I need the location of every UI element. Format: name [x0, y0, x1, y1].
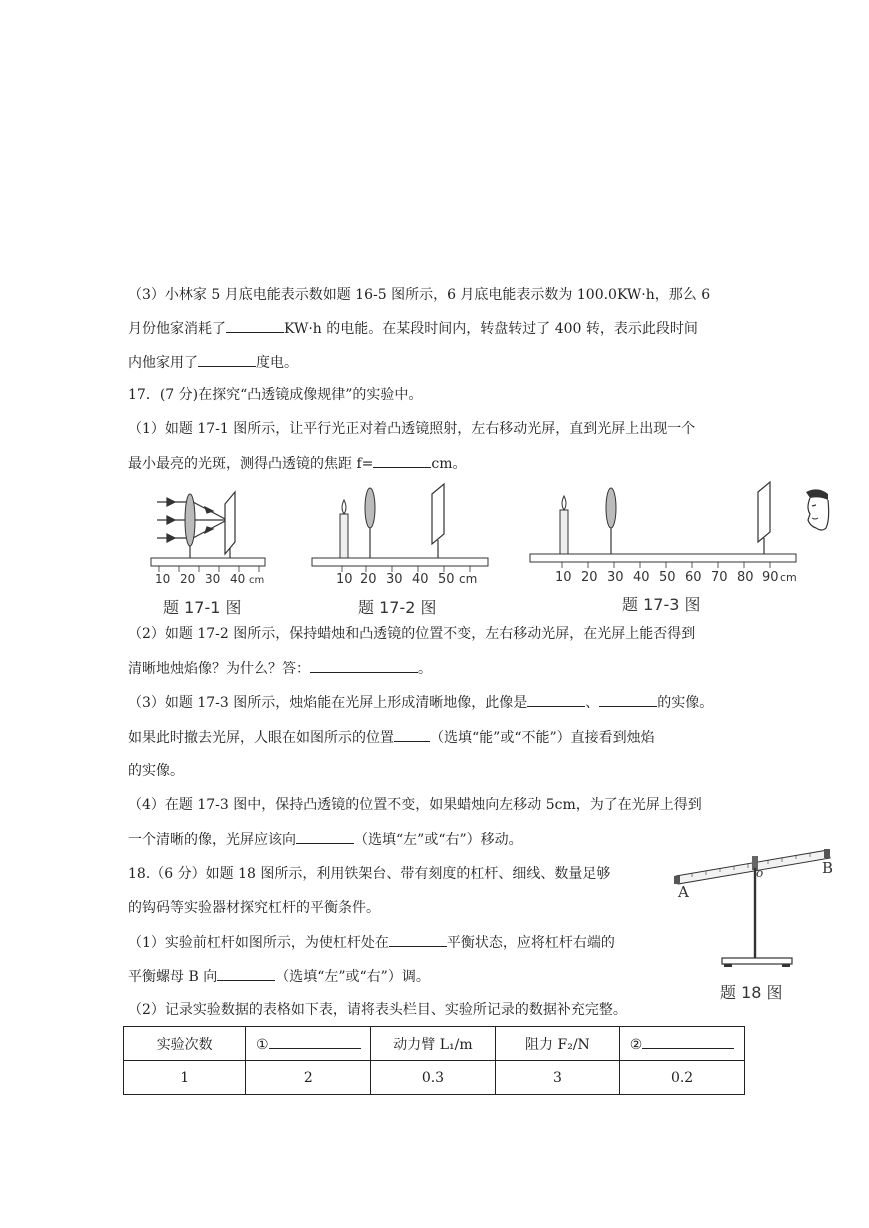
q17-part2-line2-post: 。	[418, 661, 432, 677]
fig3-tick-80: 80	[737, 570, 754, 585]
table-header-blank-2	[620, 1027, 745, 1061]
q17-part3-line1-post: 的实像。	[657, 695, 714, 711]
q17-part2-line2	[128, 658, 432, 679]
lever-label-a: A	[678, 883, 689, 901]
q16-part3-line1: （3）小林家 5 月底电能表示数如题 16-5 图所示，6 月底电能表示数为 100.0KW·h，那么 6	[128, 287, 711, 303]
figure-17-3-caption: 题 17-3 图	[622, 595, 701, 614]
table-cell: 0.2	[620, 1061, 745, 1095]
fig2-tick-50: 50	[438, 572, 455, 587]
q18-part2: （2）记录实验数据的表格如下表，请将表头栏目、实验所记录的数据补充完整。	[128, 1002, 627, 1018]
q16-part3-line2-pre: 月份他家消耗了	[128, 321, 226, 337]
fig1-unit: cm	[249, 575, 265, 586]
q18-part1-line2-post: （选填“左”或“右”）调。	[275, 969, 430, 985]
figure-18-lever	[672, 846, 842, 976]
figure-17-2-caption: 题 17-2 图	[358, 598, 437, 617]
answer-blank-reason[interactable]	[310, 658, 418, 673]
q17-part1-line2	[128, 453, 467, 474]
answer-blank-nut-direction[interactable]	[217, 966, 275, 981]
fig2-tick-10: 10	[336, 572, 353, 587]
q17-part3-line1	[128, 692, 713, 713]
figure-17-2	[308, 482, 493, 592]
answer-blank-energy[interactable]	[226, 318, 284, 333]
figure-17-3	[526, 478, 800, 590]
q17-part3-line2-post: （选填“能”或“不能”）直接看到烛焰	[430, 730, 655, 746]
q18-data-table	[123, 1026, 745, 1095]
answer-blank-screen-direction[interactable]	[296, 829, 354, 844]
figure-17-1-caption: 题 17-1 图	[163, 598, 242, 617]
q18-title-line2: 的钩码等实验器材探究杠杆的平衡条件。	[128, 900, 380, 916]
fig1-tick-40: 40	[230, 572, 246, 586]
fig3-tick-70: 70	[711, 570, 728, 585]
q16-part3-line2	[128, 318, 698, 339]
q16-part3-line3	[128, 352, 298, 373]
fig3-tick-40: 40	[633, 570, 650, 585]
table-header-blank-1	[246, 1027, 371, 1061]
answer-blank-can-see[interactable]	[394, 727, 430, 742]
figure-18-caption: 题 18 图	[720, 983, 783, 1002]
answer-blank-kwh[interactable]	[198, 352, 256, 367]
q18-part1-line1-post: 平衡状态，应将杠杆右端的	[446, 935, 615, 951]
fig3-tick-90: 90	[762, 570, 779, 585]
answer-blank-image-type-2[interactable]	[599, 692, 657, 707]
q17-part2-line1: （2）如题 17-2 图所示，保持蜡烛和凸透镜的位置不变，左右移动光屏，在光屏上能否得到	[128, 626, 696, 642]
q17-part3-line2-pre: 如果此时撤去光屏，人眼在如图所示的位置	[128, 730, 394, 746]
q17-part4-line2-pre: 一个清晰的像，光屏应该向	[128, 832, 296, 848]
fig3-tick-10: 10	[555, 570, 572, 585]
answer-blank-image-type-1[interactable]	[527, 692, 585, 707]
lever-label-b: B	[822, 859, 834, 877]
q16-part3-line2-post: KW·h 的电能。在某段时间内，转盘转过了 400 转，表示此段时间	[284, 321, 698, 337]
table-header-trials: 实验次数	[124, 1027, 246, 1061]
q16-part3-line3-pre: 内他家用了	[128, 355, 198, 371]
fig1-tick-20: 20	[180, 572, 196, 586]
q17-part4-line2-post: （选填“左”或“右”）移动。	[354, 832, 523, 848]
table-header-marker-2: ②	[629, 1037, 643, 1053]
fig3-tick-20: 20	[581, 570, 598, 585]
fig2-tick-40: 40	[412, 572, 429, 587]
fig3-tick-30: 30	[607, 570, 624, 585]
table-cell: 2	[246, 1061, 371, 1095]
answer-blank-balance-state[interactable]	[389, 932, 447, 947]
fig3-tick-50: 50	[659, 570, 676, 585]
fig3-unit: cm	[780, 571, 797, 584]
table-cell: 1	[124, 1061, 246, 1095]
q18-title-line1: 18.（6 分）如题 18 图所示，利用铁架台、带有刻度的杠杆、细线、数量足够	[128, 866, 611, 882]
lever-label-o: o	[756, 866, 764, 880]
fig2-tick-20: 20	[360, 572, 377, 587]
table-header-row	[124, 1027, 745, 1061]
q17-part2-line2-pre: 清晰地烛焰像？为什么？答：	[128, 661, 310, 677]
q17-part3-line2	[128, 727, 655, 748]
q17-title: 17．(7 分)在探究“凸透镜成像规律”的实验中。	[128, 387, 423, 403]
fig1-tick-10: 10	[155, 572, 171, 586]
table-cell: 3	[495, 1061, 619, 1095]
eye-face-illustration	[800, 488, 834, 536]
table-header-marker-1: ①	[256, 1037, 269, 1053]
q18-part1-line2	[128, 966, 430, 987]
answer-blank-header-1[interactable]	[269, 1034, 361, 1049]
answer-blank-focal-length[interactable]	[373, 453, 431, 468]
q18-part1-line1	[128, 932, 615, 953]
fig1-tick-30: 30	[205, 572, 221, 586]
answer-blank-header-2[interactable]	[642, 1034, 734, 1049]
q17-part4-line2	[128, 829, 523, 850]
q17-part1-line2-post: cm。	[431, 456, 467, 472]
fig3-tick-60: 60	[685, 570, 702, 585]
fig2-tick-30: 30	[386, 572, 403, 587]
q16-part3-line3-post: 度电。	[256, 355, 298, 371]
table-cell: 0.3	[371, 1061, 495, 1095]
q17-part1-line2-pre: 最小最亮的光斑，测得凸透镜的焦距 f=	[128, 456, 374, 472]
table-header-effort-arm: 动力臂 L₁/m	[371, 1027, 495, 1061]
q18-part1-line2-pre: 平衡螺母 B 向	[128, 969, 218, 985]
q17-part3-line1-pre: （3）如题 17-3 图所示，烛焰能在光屏上形成清晰地像，此像是	[128, 695, 528, 711]
q17-part3-line3: 的实像。	[128, 763, 184, 779]
q18-part1-line1-pre: （1）实验前杠杆如图所示，为使杠杆处在	[128, 935, 389, 951]
figure-17-1	[145, 482, 275, 592]
q17-part1-line1: （1）如题 17-1 图所示，让平行光正对着凸透镜照射，左右移动光屏，直到光屏上出现一个	[128, 421, 696, 437]
table-header-resistance: 阻力 F₂/N	[495, 1027, 619, 1061]
q17-part4-line1: （4）在题 17-3 图中，保持凸透镜的位置不变，如果蜡烛向左移动 5cm，为了在光屏上得到	[128, 797, 702, 813]
fig2-unit: cm	[459, 572, 478, 586]
q17-part3-line1-mid: 、	[585, 695, 600, 711]
table-row	[124, 1061, 745, 1095]
